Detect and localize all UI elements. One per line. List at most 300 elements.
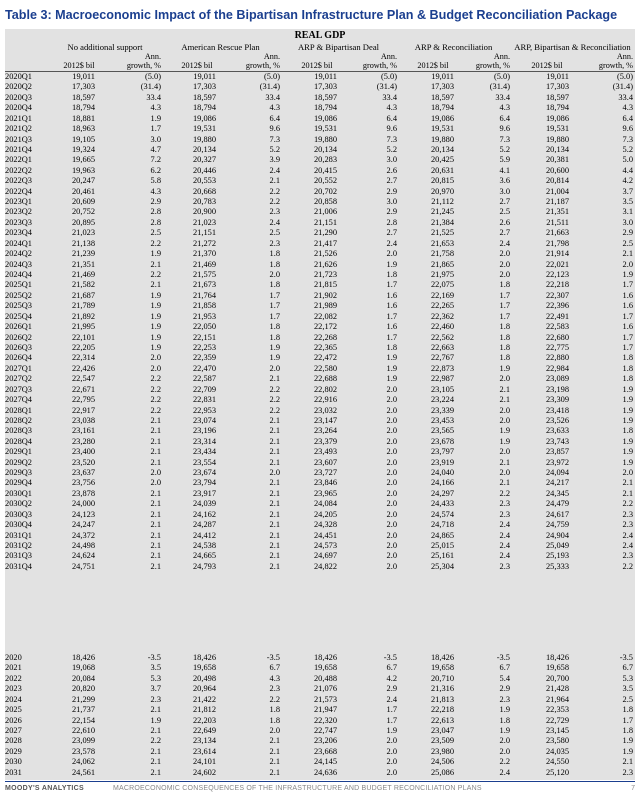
growth-cell: 5.3	[150, 673, 161, 683]
gdp-level-cell: 24,062	[71, 757, 95, 767]
growth-cell: 9.6	[499, 124, 510, 134]
gdp-level-cell: 24,865	[430, 530, 454, 540]
growth-cell: 2.0	[269, 725, 280, 735]
period-label: 2028Q3	[5, 426, 32, 436]
growth-cell: 2.1	[269, 757, 280, 767]
table-row	[5, 684, 635, 694]
period-label: 2031Q2	[5, 540, 32, 550]
table-row	[5, 562, 635, 572]
table-row	[5, 353, 635, 363]
gdp-level-cell: 21,723	[313, 270, 337, 280]
period-label: 2023Q4	[5, 228, 32, 238]
gdp-level-cell: 20,710	[430, 673, 454, 683]
growth-cell: 1.8	[386, 270, 397, 280]
growth-cell: 2.2	[150, 384, 161, 394]
gdp-level-cell: 20,814	[545, 176, 569, 186]
growth-cell: 6.4	[386, 113, 397, 123]
growth-cell: 2.2	[150, 270, 161, 280]
gdp-level-cell: 23,743	[545, 436, 569, 446]
growth-cell: 2.2	[269, 395, 280, 405]
gdp-level-cell: 22,709	[192, 384, 216, 394]
growth-cell: 2.0	[150, 468, 161, 478]
growth-cell: 6.4	[499, 113, 510, 123]
growth-cell: 2.9	[386, 684, 397, 694]
growth-cell: 2.1	[269, 540, 280, 550]
gdp-level-cell: 21,428	[545, 684, 569, 694]
period-label: 2031Q1	[5, 530, 32, 540]
gdp-level-cell: 19,011	[314, 72, 337, 81]
gdp-level-cell: 18,881	[71, 113, 95, 123]
period-label: 2021Q1	[5, 113, 32, 123]
growth-cell: 1.9	[622, 746, 633, 756]
table-row	[5, 510, 635, 520]
growth-cell: 2.1	[150, 436, 161, 446]
gdp-level-cell: 21,813	[430, 694, 454, 704]
period-label: 2027Q4	[5, 395, 32, 405]
gdp-level-cell: 22,580	[313, 363, 337, 373]
period-label: 2028Q4	[5, 436, 32, 446]
growth-cell: 2.0	[499, 447, 510, 457]
growth-cell: 2.0	[386, 447, 397, 457]
growth-cell: (31.4)	[612, 82, 633, 92]
gdp-level-cell: 21,112	[431, 197, 454, 207]
growth-cell: 1.9	[622, 447, 633, 457]
gdp-level-cell: 19,086	[313, 113, 337, 123]
period-label: 2029Q4	[5, 478, 32, 488]
growth-cell: 2.0	[386, 426, 397, 436]
gdp-level-cell: 21,812	[192, 705, 216, 715]
page-number: 7	[631, 785, 635, 792]
gdp-level-cell: 23,520	[71, 457, 95, 467]
gdp-level-cell: 24,328	[313, 520, 337, 530]
gdp-level-cell: 21,995	[71, 322, 95, 332]
gdp-level-cell: 19,086	[430, 113, 454, 123]
gdp-level-cell: 20,609	[71, 197, 95, 207]
gdp-level-cell: 21,245	[430, 207, 454, 217]
growth-cell: 2.0	[386, 436, 397, 446]
growth-cell: 3.7	[150, 684, 161, 694]
table-row	[5, 228, 635, 238]
gdp-level-cell: 20,446	[192, 165, 216, 175]
growth-cell: 1.8	[499, 353, 510, 363]
ann-label: Ann.	[263, 52, 280, 61]
gdp-level-cell: 19,658	[545, 663, 569, 673]
growth-cell: 2.0	[386, 499, 397, 509]
growth-cell: 3.0	[150, 134, 161, 144]
growth-cell: 1.9	[386, 363, 397, 373]
growth-cell: 1.9	[269, 353, 280, 363]
growth-cell: 7.3	[499, 134, 510, 144]
growth-cell: 1.9	[622, 415, 633, 425]
growth-cell: 4.3	[499, 103, 510, 113]
growth-cell: 2.1	[269, 488, 280, 498]
table-row	[5, 374, 635, 384]
growth-cell: 1.8	[622, 363, 633, 373]
gdp-level-cell: 22,953	[192, 405, 216, 415]
gdp-level-cell: 20,900	[192, 207, 216, 217]
growth-cell: 3.0	[386, 197, 397, 207]
gdp-level-cell: 21,023	[71, 228, 95, 238]
growth-cell: 2.1	[269, 561, 280, 571]
gdp-level-cell: 22,562	[430, 332, 454, 342]
gdp-level-cell: 19,963	[71, 165, 95, 175]
gdp-level-cell: 18,963	[71, 124, 95, 134]
period-label: 2025Q2	[5, 290, 32, 300]
gdp-level-cell: 23,105	[430, 384, 454, 394]
gdp-level-cell: 20,461	[71, 186, 95, 196]
growth-cell: 2.1	[150, 767, 161, 777]
scenario-header-no-support: No additional support	[67, 42, 143, 52]
growth-cell: 2.1	[150, 457, 161, 467]
growth-cell: (31.4)	[259, 82, 280, 92]
gdp-level-cell: 24,822	[313, 561, 337, 571]
period-label: 2020Q3	[5, 92, 32, 102]
period-label: 2023	[5, 684, 22, 694]
gdp-level-cell: 21,187	[545, 197, 569, 207]
growth-cell: 2.0	[499, 249, 510, 259]
gdp-level-cell: 23,919	[430, 457, 454, 467]
gdp-level-cell: 21,858	[192, 301, 216, 311]
period-label: 2027Q2	[5, 374, 32, 384]
growth-cell: 5.2	[386, 144, 397, 154]
growth-cell: 2.1	[269, 176, 280, 186]
growth-cell: 2.4	[622, 540, 633, 550]
growth-cell: 1.6	[622, 290, 633, 300]
growth-cell: 6.7	[499, 663, 510, 673]
growth-cell: 1.9	[150, 311, 161, 321]
growth-cell: 2.3	[269, 207, 280, 217]
growth-cell: 2.0	[386, 415, 397, 425]
growth-cell: 2.9	[150, 197, 161, 207]
gdp-level-cell: 24,145	[313, 757, 337, 767]
table-row	[5, 520, 635, 530]
gdp-level-cell: 21,758	[430, 249, 454, 259]
growth-cell: 9.6	[386, 124, 397, 134]
table-row	[5, 674, 635, 684]
growth-cell: 1.7	[269, 290, 280, 300]
growth-cell: 2.0	[150, 353, 161, 363]
growth-cell: 1.6	[386, 290, 397, 300]
period-label: 2021Q3	[5, 134, 32, 144]
growth-cell: 2.3	[622, 509, 633, 519]
growth-cell: 2.2	[150, 238, 161, 248]
growth-cell: 1.7	[499, 290, 510, 300]
gdp-level-cell: 22,880	[545, 353, 569, 363]
growth-cell: 1.8	[269, 715, 280, 725]
growth-cell: 2.1	[150, 705, 161, 715]
table-row	[5, 406, 635, 416]
growth-cell: (31.4)	[376, 82, 397, 92]
growth-cell: 1.9	[150, 322, 161, 332]
growth-cell: 1.8	[622, 725, 633, 735]
gdp-level-cell: 19,880	[313, 134, 337, 144]
table-row	[5, 458, 635, 468]
growth-unit-label: growth, %	[475, 61, 510, 70]
growth-cell: 2.4	[386, 238, 397, 248]
annual-rows	[5, 653, 635, 778]
growth-cell: 1.9	[499, 363, 510, 373]
table-row	[5, 291, 635, 301]
period-label: 2030	[5, 757, 22, 767]
gdp-level-cell: 23,526	[545, 415, 569, 425]
quarterly-rows	[5, 72, 635, 572]
gdp-level-cell: 19,011	[193, 72, 216, 81]
growth-cell: 33.4	[618, 92, 633, 102]
growth-cell: (5.0)	[263, 72, 280, 81]
gdp-level-cell: 22,775	[545, 342, 569, 352]
growth-cell: 33.4	[146, 92, 161, 102]
gdp-level-cell: 19,880	[430, 134, 454, 144]
ann-label: Ann.	[616, 52, 633, 61]
gdp-level-cell: 24,665	[192, 551, 216, 561]
growth-cell: 1.8	[622, 705, 633, 715]
gdp-level-cell: 23,794	[192, 478, 216, 488]
gdp-level-cell: 23,846	[313, 478, 337, 488]
gdp-level-cell: 23,668	[313, 746, 337, 756]
growth-cell: 5.9	[499, 155, 510, 165]
gdp-level-cell: 21,953	[192, 311, 216, 321]
gdp-level-cell: 23,038	[71, 415, 95, 425]
gdp-level-cell: 21,151	[192, 228, 216, 238]
gdp-level-cell: 20,820	[71, 684, 95, 694]
growth-cell: (31.4)	[489, 82, 510, 92]
gdp-level-cell: 23,224	[430, 395, 454, 405]
gdp-level-cell: 22,353	[545, 705, 569, 715]
growth-cell: 2.1	[150, 757, 161, 767]
growth-cell: 2.9	[386, 186, 397, 196]
gdp-level-cell: 22,426	[71, 363, 95, 373]
table-title: Table 3: Macroeconomic Impact of the Bipartisan Infrastructure Plan & Budget Reconciliation Package	[5, 8, 618, 22]
period-label: 2028Q2	[5, 415, 32, 425]
gdp-level-cell: 22,268	[313, 332, 337, 342]
growth-unit-label: growth, %	[598, 61, 633, 70]
gdp-level-cell: 21,422	[192, 694, 216, 704]
growth-cell: 2.2	[269, 405, 280, 415]
gdp-level-cell: 17,303	[71, 82, 95, 92]
growth-cell: 2.0	[386, 488, 397, 498]
growth-cell: 1.9	[499, 725, 510, 735]
growth-cell: 2.4	[622, 530, 633, 540]
gdp-level-cell: 21,947	[313, 705, 337, 715]
gdp-level-cell: 22,265	[430, 301, 454, 311]
gdp-level-cell: 24,123	[71, 509, 95, 519]
gdp-level-cell: 23,418	[545, 405, 569, 415]
gdp-level-cell: 23,339	[430, 405, 454, 415]
gdp-level-cell: 18,597	[430, 92, 454, 102]
growth-cell: 2.0	[386, 551, 397, 561]
growth-cell: 2.1	[150, 259, 161, 269]
gdp-level-cell: 21,737	[71, 705, 95, 715]
period-label: 2020	[5, 653, 22, 662]
gdp-level-cell: 24,166	[430, 478, 454, 488]
gdp-level-cell: 22,205	[71, 342, 95, 352]
gdp-level-cell: 19,531	[430, 124, 454, 134]
growth-cell: 2.7	[499, 228, 510, 238]
period-label: 2021	[5, 663, 22, 673]
gdp-level-cell: 23,032	[313, 405, 337, 415]
growth-cell: 7.3	[386, 134, 397, 144]
gdp-level-cell: 18,794	[545, 103, 569, 113]
growth-cell: 1.9	[150, 249, 161, 259]
growth-cell: 2.0	[269, 468, 280, 478]
gdp-level-cell: 20,327	[192, 155, 216, 165]
growth-cell: 4.3	[386, 103, 397, 113]
gdp-table	[5, 29, 635, 780]
growth-cell: 2.0	[386, 757, 397, 767]
growth-cell: 1.9	[622, 395, 633, 405]
growth-cell: 2.6	[386, 165, 397, 175]
gdp-level-cell: 24,000	[71, 499, 95, 509]
gdp-level-cell: 25,049	[545, 540, 569, 550]
table-row	[5, 541, 635, 551]
growth-cell: 2.1	[150, 551, 161, 561]
gdp-level-cell: 17,303	[545, 82, 569, 92]
growth-cell: 2.1	[269, 509, 280, 519]
growth-cell: 2.0	[386, 509, 397, 519]
gdp-level-cell: 22,831	[192, 395, 216, 405]
growth-cell: 2.3	[499, 561, 510, 571]
gdp-level-cell: 19,665	[71, 155, 95, 165]
gdp-level-cell: 20,415	[313, 165, 337, 175]
gdp-level-cell: 19,658	[192, 663, 216, 673]
gdp-level-cell: 23,453	[430, 415, 454, 425]
gdp-level-cell: 22,680	[545, 332, 569, 342]
gdp-level-cell: 20,783	[192, 197, 216, 207]
growth-cell: 7.3	[269, 134, 280, 144]
growth-cell: 2.2	[622, 499, 633, 509]
table-row	[5, 551, 635, 561]
growth-cell: 1.9	[386, 725, 397, 735]
growth-unit-label: growth, %	[245, 61, 280, 70]
gdp-level-cell: 23,674	[192, 468, 216, 478]
gdp-level-cell: 24,297	[430, 488, 454, 498]
growth-cell: 2.3	[150, 694, 161, 704]
table-row	[5, 426, 635, 436]
table-row	[5, 395, 635, 405]
gdp-level-cell: 19,531	[313, 124, 337, 134]
table-row	[5, 72, 635, 82]
growth-cell: 2.0	[386, 561, 397, 571]
growth-cell: 6.4	[269, 113, 280, 123]
gdp-level-cell: 22,359	[192, 353, 216, 363]
growth-cell: 1.9	[150, 332, 161, 342]
gdp-level-cell: 24,345	[545, 488, 569, 498]
gdp-level-cell: 19,011	[546, 72, 569, 81]
gdp-level-cell: 23,147	[313, 415, 337, 425]
period-label: 2025	[5, 705, 22, 715]
gdp-level-cell: 20,553	[192, 176, 216, 186]
table-row	[5, 124, 635, 134]
period-label: 2021Q4	[5, 144, 32, 154]
growth-cell: 2.1	[150, 509, 161, 519]
growth-cell: 2.0	[386, 468, 397, 478]
table-row	[5, 218, 635, 228]
growth-cell: 1.8	[499, 280, 510, 290]
gdp-level-cell: 22,218	[545, 280, 569, 290]
growth-cell: 1.6	[386, 301, 397, 311]
gdp-level-cell: 23,099	[71, 736, 95, 746]
table-row	[5, 416, 635, 426]
growth-cell: 1.9	[386, 353, 397, 363]
growth-cell: 2.1	[269, 426, 280, 436]
growth-cell: 1.9	[150, 342, 161, 352]
growth-cell: 2.0	[499, 259, 510, 269]
period-label: 2022Q4	[5, 186, 32, 196]
period-label: 2029Q2	[5, 457, 32, 467]
growth-cell: 1.6	[386, 322, 397, 332]
growth-cell: 6.2	[150, 165, 161, 175]
period-label: 2031Q4	[5, 561, 32, 571]
growth-cell: 2.0	[386, 395, 397, 405]
gdp-level-cell: 20,283	[313, 155, 337, 165]
growth-cell: 2.1	[499, 457, 510, 467]
table-row	[5, 270, 635, 280]
table-group-header: REAL GDP	[294, 30, 346, 41]
gdp-level-cell: 23,980	[430, 746, 454, 756]
gdp-level-cell: 23,633	[545, 426, 569, 436]
period-label: 2028Q1	[5, 405, 32, 415]
ann-label: Ann.	[380, 52, 397, 61]
gdp-level-cell: 25,333	[545, 561, 569, 571]
period-label: 2025Q4	[5, 311, 32, 321]
growth-cell: 1.9	[622, 457, 633, 467]
gdp-level-cell: 21,626	[313, 259, 337, 269]
unit-header-row	[5, 61, 635, 71]
scenario-header-all: ARP, Bipartisan & Reconciliation	[514, 42, 631, 52]
period-label: 2030Q3	[5, 509, 32, 519]
growth-cell: 2.0	[386, 746, 397, 756]
table-row	[5, 447, 635, 457]
gdp-level-cell: 23,089	[545, 374, 569, 384]
gdp-level-cell: 22,917	[71, 405, 95, 415]
table-row	[5, 663, 635, 673]
gdp-level-cell: 21,789	[71, 301, 95, 311]
growth-cell: 2.0	[499, 374, 510, 384]
period-label: 2031Q3	[5, 551, 32, 561]
gdp-level-cell: 22,873	[430, 363, 454, 373]
growth-cell: 3.7	[622, 186, 633, 196]
table-row	[5, 322, 635, 332]
growth-cell: 1.7	[386, 705, 397, 715]
growth-cell: 1.9	[150, 715, 161, 725]
growth-cell: 2.2	[269, 186, 280, 196]
growth-unit-label: growth, %	[362, 61, 397, 70]
growth-cell: (5.0)	[616, 72, 633, 81]
period-label: 2029	[5, 746, 22, 756]
gdp-level-cell: 19,880	[545, 134, 569, 144]
period-label: 2022	[5, 673, 22, 683]
growth-cell: 1.9	[499, 426, 510, 436]
gdp-level-cell: 22,987	[430, 374, 454, 384]
growth-cell: 2.0	[386, 767, 397, 777]
growth-cell: 1.8	[622, 374, 633, 384]
gdp-level-cell: 23,972	[545, 457, 569, 467]
gdp-level-cell: 21,469	[71, 270, 95, 280]
growth-cell: 2.4	[499, 238, 510, 248]
gdp-level-cell: 20,488	[313, 673, 337, 683]
growth-cell: 3.0	[386, 155, 397, 165]
growth-cell: 2.1	[150, 540, 161, 550]
gdp-level-cell: 20,247	[71, 176, 95, 186]
gdp-level-cell: 21,370	[192, 249, 216, 259]
gdp-level-cell: 23,727	[313, 468, 337, 478]
growth-cell: 6.4	[622, 113, 633, 123]
growth-cell: -3.5	[266, 653, 280, 662]
table-row	[5, 93, 635, 103]
growth-cell: 2.1	[622, 757, 633, 767]
growth-cell: 5.2	[622, 144, 633, 154]
gdp-level-cell: 20,858	[313, 197, 337, 207]
